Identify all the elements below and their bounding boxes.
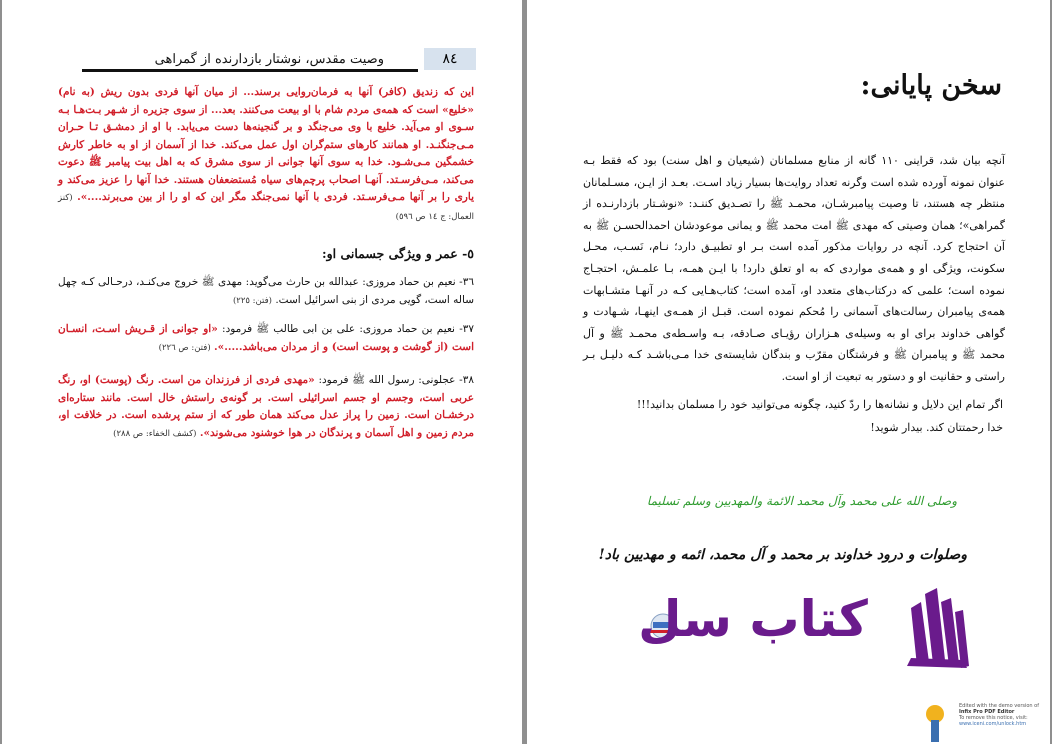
running-header-title: وصیت مقدس، نوشتار بازدارنده از گمراهی (154, 52, 384, 67)
header-rule (82, 69, 418, 72)
reference: (فتن: ص ٢٢٦) (158, 342, 211, 353)
hadith-item-36 (58, 274, 474, 310)
salawat-persian: وصلوات و درود خداوند بر محمد و آل محمد، ائمه و مهدیین باد! (598, 547, 967, 563)
watermark-line-2: Infix Pro PDF Editor (959, 709, 1015, 715)
hadith-text: ٣٧- نعیم بن حماد مروزی: علی بن ابی طالب ﷺ فرمود: (222, 323, 475, 335)
hadith-item-38 (58, 372, 474, 443)
watermark-link[interactable]: www.iceni.com/unlock.htm (959, 721, 1027, 727)
section-title: ٥- عمر و ویژگی جسمانی او: (321, 246, 474, 261)
reference: (کشف الخفاء: ص ٢٨٨) (113, 428, 197, 439)
hadith-text: ٣٦- نعیم بن حماد مروزی: عبدالله بن حارث می‌گوید: مهدی ﷺ خروج می‌کنـد، درحـالی کـه چهل ساله است، گویی مردی از بنی اسرائیل است. (58, 276, 474, 306)
watermark-line-1: Edited with the demo version of (959, 703, 1040, 709)
closing-title: سخن پایانی: (860, 70, 1002, 101)
left-page (2, 0, 522, 744)
quote-text: «مهدی فردی از فرزندان من است. رنگ (پوست) او، رنگ عربی است، وجسم او جسم اسرائیلی است. بر گونه‌ی راستش خال است. مانند ستاره‌ای درخشـان است. زمین را پراز عدل می‌کند همان طور که از ستم پرشده است. در خلافت او، مردم زمین و اهل آسمان و پرندگان در هوا خوشنود می‌شوند». (58, 374, 474, 439)
page-number: ٨٤ (424, 48, 476, 70)
hadith-item-37 (58, 321, 474, 357)
closing-line-2: خدا رحمتتان کند. بیدار شوید! (870, 421, 1003, 434)
salawat-calligraphy: وصلی الله علی محمد وآل محمد الائمة والمهديين وسلم تسليما (646, 494, 957, 508)
watermark-line-3: To remove this notice, visit: (959, 715, 1028, 721)
book-icon (907, 588, 969, 668)
quote-text: این که زندیق (کافر) آنها به فرمان‌روایی برسند... از میان آنها فردی بدون ریش (به نام) «خلیع» است که همه‌ی مردم شام با او بیعت می‌کنند. بعد... از سوی جزیره از شـهر بـت‌هـا بـه سـوی او می‌آید. خلیع با وی می‌جنگد و بر گنجینه‌ها دست می‌یابد. با او از دمشـق تـا حـران مـی‌جنگنـد. او همانند کارهای ستم‌گران اول عمل می‌کند. خدا از آسمان از او به خاطر کارش خشمگین مـی‌شـود. خدا به سوی آنها جوانی از سوی مشرق که به اهل بیت پیامبر ﷺ دعوت می‌کند، مـی‌فرسـتد. آنهـا اصحاب پرچم‌های سیاه مُستضعفان هستند. خدا آنها را عزیز می‌کند و یاری را بر آنها مـی‌فرسـتد. فردی با آنها نمی‌جنگد مگر این که او را از بین می‌برند....». (58, 86, 474, 203)
quote-text: «او جوانی از قـریش اسـت، انسـان است (از گوشت و پوست است) و از مردان می‌باشد.....». (58, 323, 474, 353)
reference: (فتن: ٢٢٥) (232, 295, 272, 306)
closing-line-1: اگر تمام این دلایل و نشانه‌ها را ردّ کنید، چگونه می‌توانید خود را مسلمان بدانید!!! (636, 398, 1003, 411)
hadith-text: ٣٨- عجلونی: رسول الله ﷺ فرمود: (318, 374, 474, 386)
closing-body: آنچه بیان شد، قراینی ١١٠ گانه از منابع مسلمانان (شیعیان و اهل سنت) بود که فقط بـه عنوان نمونه آورده شده است وگرنه تعداد روایت‌ها بسیار زیاد اسـت. بعـد از ایـن، مسـلمانان منتظر چه هستند، تا وصیت پیامبرشـان، محمـد ﷺ را تصـدیق کننـد: «نوشـتار بازدارنـده از گمراهی»؛ همان وصیتی که مهدی ﷺ امت محمد ﷺ و یمانی موعودشان احمدالحسـن ﷺ به آن احتجاج کرد. آنچه در روایات مذکور آمده است بـر او تطبیـق دارد؛ نـام، نَسـب، محـل سکونت، ویژگی او و همه‌ی مواردی که به او تعلق دارد! با ایـن همـه، بـا علمـش، احتجـاج نموده است؛ علمی که درکتاب‌های متعدد او، آمده است؛ کتاب‌هـایی کـه در آنهـا متشـابهات همه‌ی پیامبران رسالت‌های آسمانی را مُحکم نموده است. قبـل از همـه‌ی اینهـا، شـهادت و گواهی خداوند برای او به وسیله‌ی هـزاران رؤیـای صـادقه، بـه واسـطه‌ی محمـد ﷺ و آل محمد ﷺ و پیامبران ﷺ و فرشتگان مقرّب و بندگان شایسته‌ی خدا مـی‌باشـد کـه دلیـل بـر راستی و حقانیت او و دستور به تبعیت از او است. (583, 154, 1005, 383)
reference: (کنز العمال: ج ١٤ ص ٥٩٦) (58, 193, 474, 222)
top-paragraph (58, 84, 474, 226)
editor-watermark (959, 703, 1050, 727)
brand-logo-text: کتاب سل (638, 590, 868, 648)
right-page (527, 0, 1050, 744)
